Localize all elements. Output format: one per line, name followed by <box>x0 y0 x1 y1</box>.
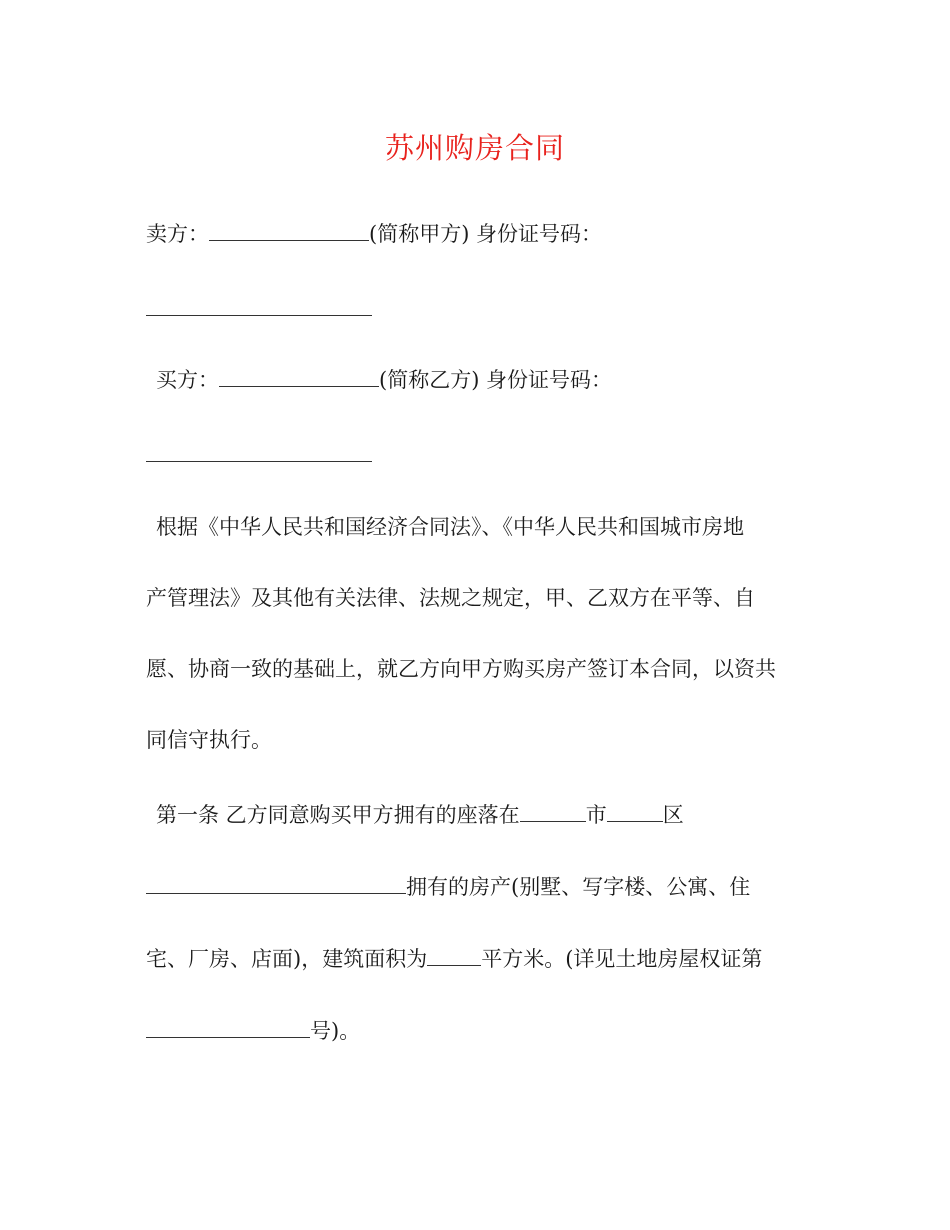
buyer-label: 买方： <box>156 368 219 392</box>
seller-suffix: (简称甲方) 身份证号码： <box>369 222 603 246</box>
buyer-name-blank[interactable] <box>219 366 379 387</box>
document-title: 苏州购房合同 <box>384 131 565 165</box>
certificate-suffix: 号)。 <box>310 1019 361 1043</box>
seller-id-blank[interactable] <box>146 314 372 316</box>
seller-line <box>146 219 826 249</box>
article1-line-4 <box>146 1016 826 1046</box>
buyer-line <box>156 365 836 395</box>
seller-label: 卖方： <box>146 222 209 246</box>
area-blank[interactable] <box>427 945 481 966</box>
article1-line-3 <box>146 944 826 974</box>
address-blank[interactable] <box>146 873 406 894</box>
property-types-text: 拥有的房产(别墅、写字楼、公寓、住 <box>406 875 751 899</box>
buyer-id-blank[interactable] <box>146 460 372 462</box>
preamble-line-1: 根据《中华人民共和国经济合同法》、《中华人民共和国城市房地 <box>156 515 744 539</box>
city-label: 市 <box>585 803 607 827</box>
buyer-suffix: (简称乙方) 身份证号码： <box>379 368 613 392</box>
area-text: 宅、厂房、店面)，建筑面积为 <box>146 947 428 971</box>
article1-text: 第一条 乙方同意购买甲方拥有的座落在 <box>156 803 520 827</box>
city-blank[interactable] <box>520 801 586 822</box>
certificate-text: 平方米。(详见土地房屋权证第 <box>481 947 763 971</box>
district-label: 区 <box>662 803 684 827</box>
district-blank[interactable] <box>607 801 663 822</box>
seller-name-blank[interactable] <box>209 220 369 241</box>
preamble-line-4: 同信守执行。 <box>146 728 272 752</box>
article1-line-1 <box>156 800 836 830</box>
preamble-line-2: 产管理法》及其他有关法律、法规之规定，甲、乙双方在平等、自 <box>146 586 755 610</box>
article1-line-2 <box>146 872 826 902</box>
certificate-number-blank[interactable] <box>146 1017 310 1038</box>
preamble-line-3: 愿、协商一致的基础上，就乙方向甲方购买房产签订本合同，以资共 <box>146 657 776 681</box>
